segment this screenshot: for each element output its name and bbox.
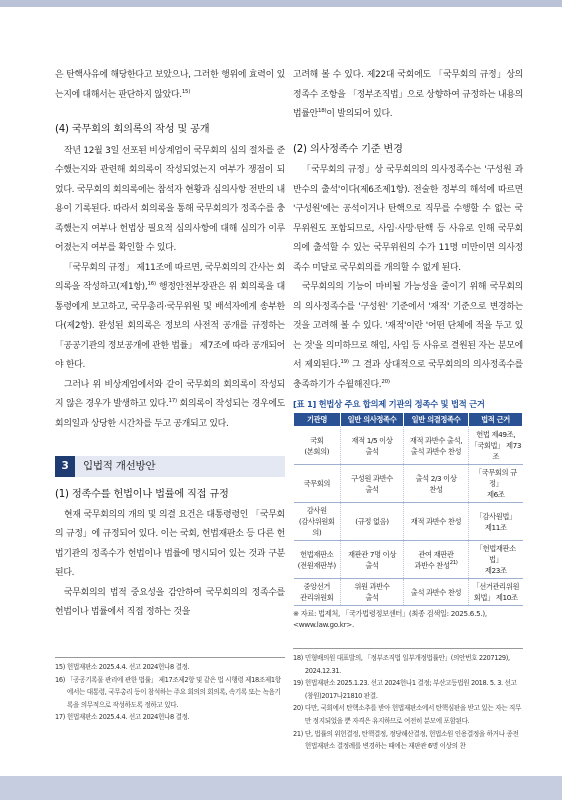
table-cell: 재판관 7명 이상 출석 xyxy=(341,541,404,579)
footnote-divider xyxy=(55,657,285,658)
table-cell: 「헌법재판소법」 제23조 xyxy=(469,541,523,579)
table-cell: 헌법재판소 (전원재판부) xyxy=(294,541,341,579)
footnote: 21) 단, 법률의 위헌결정, 탄핵결정, 정당해산결정, 헌법소원 인용결정을 하거나 종전 헌법재판소 결정례를 변경하는 때에는 재판관 6명 이상의 찬 xyxy=(293,729,519,751)
table-cell: 재적 과반수 출석, 출석 과반수 찬성 xyxy=(404,427,469,465)
table-cell: (규정 없음) xyxy=(341,503,404,541)
paragraph: 국무회의의 법적 중요성을 감안하여 국무회의의 정족수를 헌법이나 법률에서 직접 정하는 것을 xyxy=(55,587,285,617)
table-cell: 출석 과반수 찬성 xyxy=(404,579,469,606)
table-cell: 헌법 제49조, 「국회법」 제73조 xyxy=(469,427,523,465)
top-decor-bar xyxy=(0,0,562,7)
subsection-heading: (1) 정족수를 헌법이나 법률에 직접 규정 xyxy=(55,489,229,500)
table-cell: 국회 (본회의) xyxy=(294,427,341,465)
table-caption: [표 1] 헌법상 주요 합의제 기관의 정족수 및 법적 근거 xyxy=(293,399,485,409)
table-row xyxy=(294,541,523,579)
table-cell: 관여 재판관 과반수 찬성$^{21)}$ xyxy=(404,541,469,579)
footnote-ref[interactable]: 18) xyxy=(317,108,327,114)
table-cell: 「선거관리위원 회법」 제10조 xyxy=(469,579,523,606)
footnote: 20) 다만, 국회에서 탄핵소추를 받아 헌법재판소에서 탄핵심판을 받고 있는 자는 직무만 정지되었을 뿐 자격은 유지하므로 여전히 분모에 포함된다. xyxy=(293,704,522,725)
footnotes-left xyxy=(55,657,285,724)
table-row xyxy=(294,465,523,503)
paragraph: 국무회의의 기능이 마비될 가능성을 줄이기 위해 국무회의의 의사정족수를 '구성원' 기준에서 '재적' 기준으로 변경하는 것을 고려해 볼 수 있다. '재적'이란 '어떤 단체에 적을 두고 있는 것'을 의미하므로 해임, 사임 등 사유로 결원된 자는 분모에서 제외된다.$^{19)}$ 그 결과 상대적으로 국무회의의 의사정족수를 충족하기가 수월해진다.$^{20)}$ xyxy=(293,282,523,390)
section-number: 3 xyxy=(55,456,75,477)
footnote: 15) 헌법재판소 2025.4.4. 선고 2024헌나8 결정. xyxy=(55,663,190,671)
table-source-note: ※ 자료: 법제처, 「국가법령정보센터」(최종 검색일: 2025.6.5.), <www.law.go.kr>. xyxy=(293,609,487,629)
footnote: 19) 헌법재판소 2025.1.23. 선고 2024헌나1 결정; 부산고등법원 2018. 5. 3. 선고 (창원)2017나21810 판결. xyxy=(293,679,517,700)
table-cell: 출석 2/3 이상 찬성 xyxy=(404,465,469,503)
paragraph: 은 탄핵사유에 해당한다고 보았으나, 그러한 행위에 효력이 있는지에 대해서는 판단하지 않았다.$^{15)}$ xyxy=(55,70,285,100)
table-row xyxy=(294,579,523,606)
table-header-cell: 일반 의결정족수 xyxy=(404,413,469,427)
footnote-ref[interactable]: 20) xyxy=(381,378,390,385)
left-column xyxy=(55,66,285,623)
table-row xyxy=(294,503,523,541)
footnote-ref[interactable]: 15) xyxy=(181,88,191,95)
footnote-ref[interactable]: 19) xyxy=(340,359,349,365)
section-title: 입법적 개선방안 xyxy=(75,456,285,477)
footnote-divider xyxy=(293,648,523,649)
subsection-heading: (4) 국무회의 회의록의 작성 및 공개 xyxy=(55,124,210,135)
right-column xyxy=(293,66,523,630)
paragraph: 「국무회의 규정」상 국무회의의 의사정족수는 '구성원 과반수의 출석'이다(제6조제1항). 전술한 정부의 해석에 따르면 '구성원'에는 공석이거나 탄핵으로 직무를 수행할 수 없는 국무위원도 포함되므로, 사임·사망·탄핵 등 사유로 인해 국무회의에 출석할 수 있는 국무위원의 수가 11명 미만이면 의사정족수 미달로 국무회의를 개의할 수 없게 된다. xyxy=(293,165,523,273)
paragraph: 현재 국무회의의 개의 및 의결 요건은 대통령령인 「국무회의 규정」에 규정되어 있다. 이는 국회, 헌법재판소 등 다른 헌법기관의 정족수가 헌법이나 법률에 명시되어 있는 것과 구분된다. xyxy=(55,509,285,578)
table-cell: 「국무회의 규정」 제6조 xyxy=(469,465,523,503)
footnote-ref[interactable]: 17) xyxy=(168,398,177,404)
table-cell: 재적 과반수 찬성 xyxy=(404,503,469,541)
section-header xyxy=(55,456,285,477)
table-cell: 감사원 (감사위원회의) xyxy=(294,503,341,541)
table-cell: 「감사원법」 제11조 xyxy=(469,503,523,541)
table-header-cell: 기관명 xyxy=(294,413,341,427)
footnote-ref[interactable]: 16) xyxy=(147,281,156,287)
table-header-cell: 일반 의사정족수 xyxy=(341,413,404,427)
table-header-row xyxy=(294,413,523,427)
table-cell: 재적 1/5 이상 출석 xyxy=(341,427,404,465)
footnote: 16) 「공공기록물 관리에 관한 법률」 제17조제2항 및 같은 법 시행령 제18조제1항에서는 대통령, 국무총리 등이 참석하는 주요 회의의 회의록, 속기록 또는 녹음기록을 의무적으로 작성하도록 정하고 있다. xyxy=(55,675,281,709)
quorum-table xyxy=(293,412,523,606)
table-cell: 중앙선거 관리위원회 xyxy=(294,579,341,606)
paragraph: 그러나 위 비상계엄에서와 같이 국무회의 회의록이 작성되지 않은 경우가 발생하고 있다.$^{17)}$ 회의록이 작성되는 경우에도 회의일과 상당한 시간차를 두고 공개되고 있다. xyxy=(55,379,286,429)
paragraph: 「국무회의 규정」 제11조에 따르면, 국무회의의 간사는 회의록을 작성하고(제1항),$^{16)}$ 행정안전부장관은 위 회의록을 대통령에게 보고하고, 국무총리·국무위원 및 배석자에게 송부한다(제2항). 완성된 회의록은 정보의 사전적 공개를 규정하는 「공공기관의 정보공개에 관한 법률」 제7조에 따라 공개되어야 한다. xyxy=(55,262,286,370)
bottom-decor-bar xyxy=(0,776,562,800)
table-cell: 위원 과반수 출석 xyxy=(341,579,404,606)
paragraph: 고려해 볼 수 있다. 제22대 국회에도 「국무회의 규정」상의 정족수 조항을 「정부조직법」으로 상향하여 규정하는 내용의 법률안$^{18)}$이 발의되어 있다. xyxy=(293,70,523,119)
footnotes-right xyxy=(293,648,523,753)
paragraph: 작년 12월 3일 선포된 비상계엄이 국무회의 심의 절차를 준수했는지와 관련해 회의록이 작성되었는지 여부가 쟁점이 되었다. 국무회의 회의록에는 참석자 현황과 심의사항 전반의 내용이 기록된다. 따라서 회의록을 통해 국무회의가 정족수를 충족했는지 여부나 헌법상 필요적 심의사항에 대해 심의가 이루어졌는지 여부를 확인할 수 있다. xyxy=(55,145,285,253)
footnote: 17) 헌법재판소 2025.4.4. 선고 2024헌나8 결정. xyxy=(55,713,190,722)
table-cell: 구성원 과반수 출석 xyxy=(341,465,404,503)
subsection-heading: (2) 의사정족수 기준 변경 xyxy=(293,143,403,155)
footnote-ref[interactable]: 21) xyxy=(449,559,458,566)
table-cell: 국무회의 xyxy=(294,465,341,503)
table-header-cell: 법적 근거 xyxy=(469,413,523,427)
footnote: 18) 민형배의원 대표발의, 「정부조직법 일부개정법률안」(의안번호 2207129), 2024.12.31. xyxy=(293,654,510,675)
table-row xyxy=(294,427,523,465)
